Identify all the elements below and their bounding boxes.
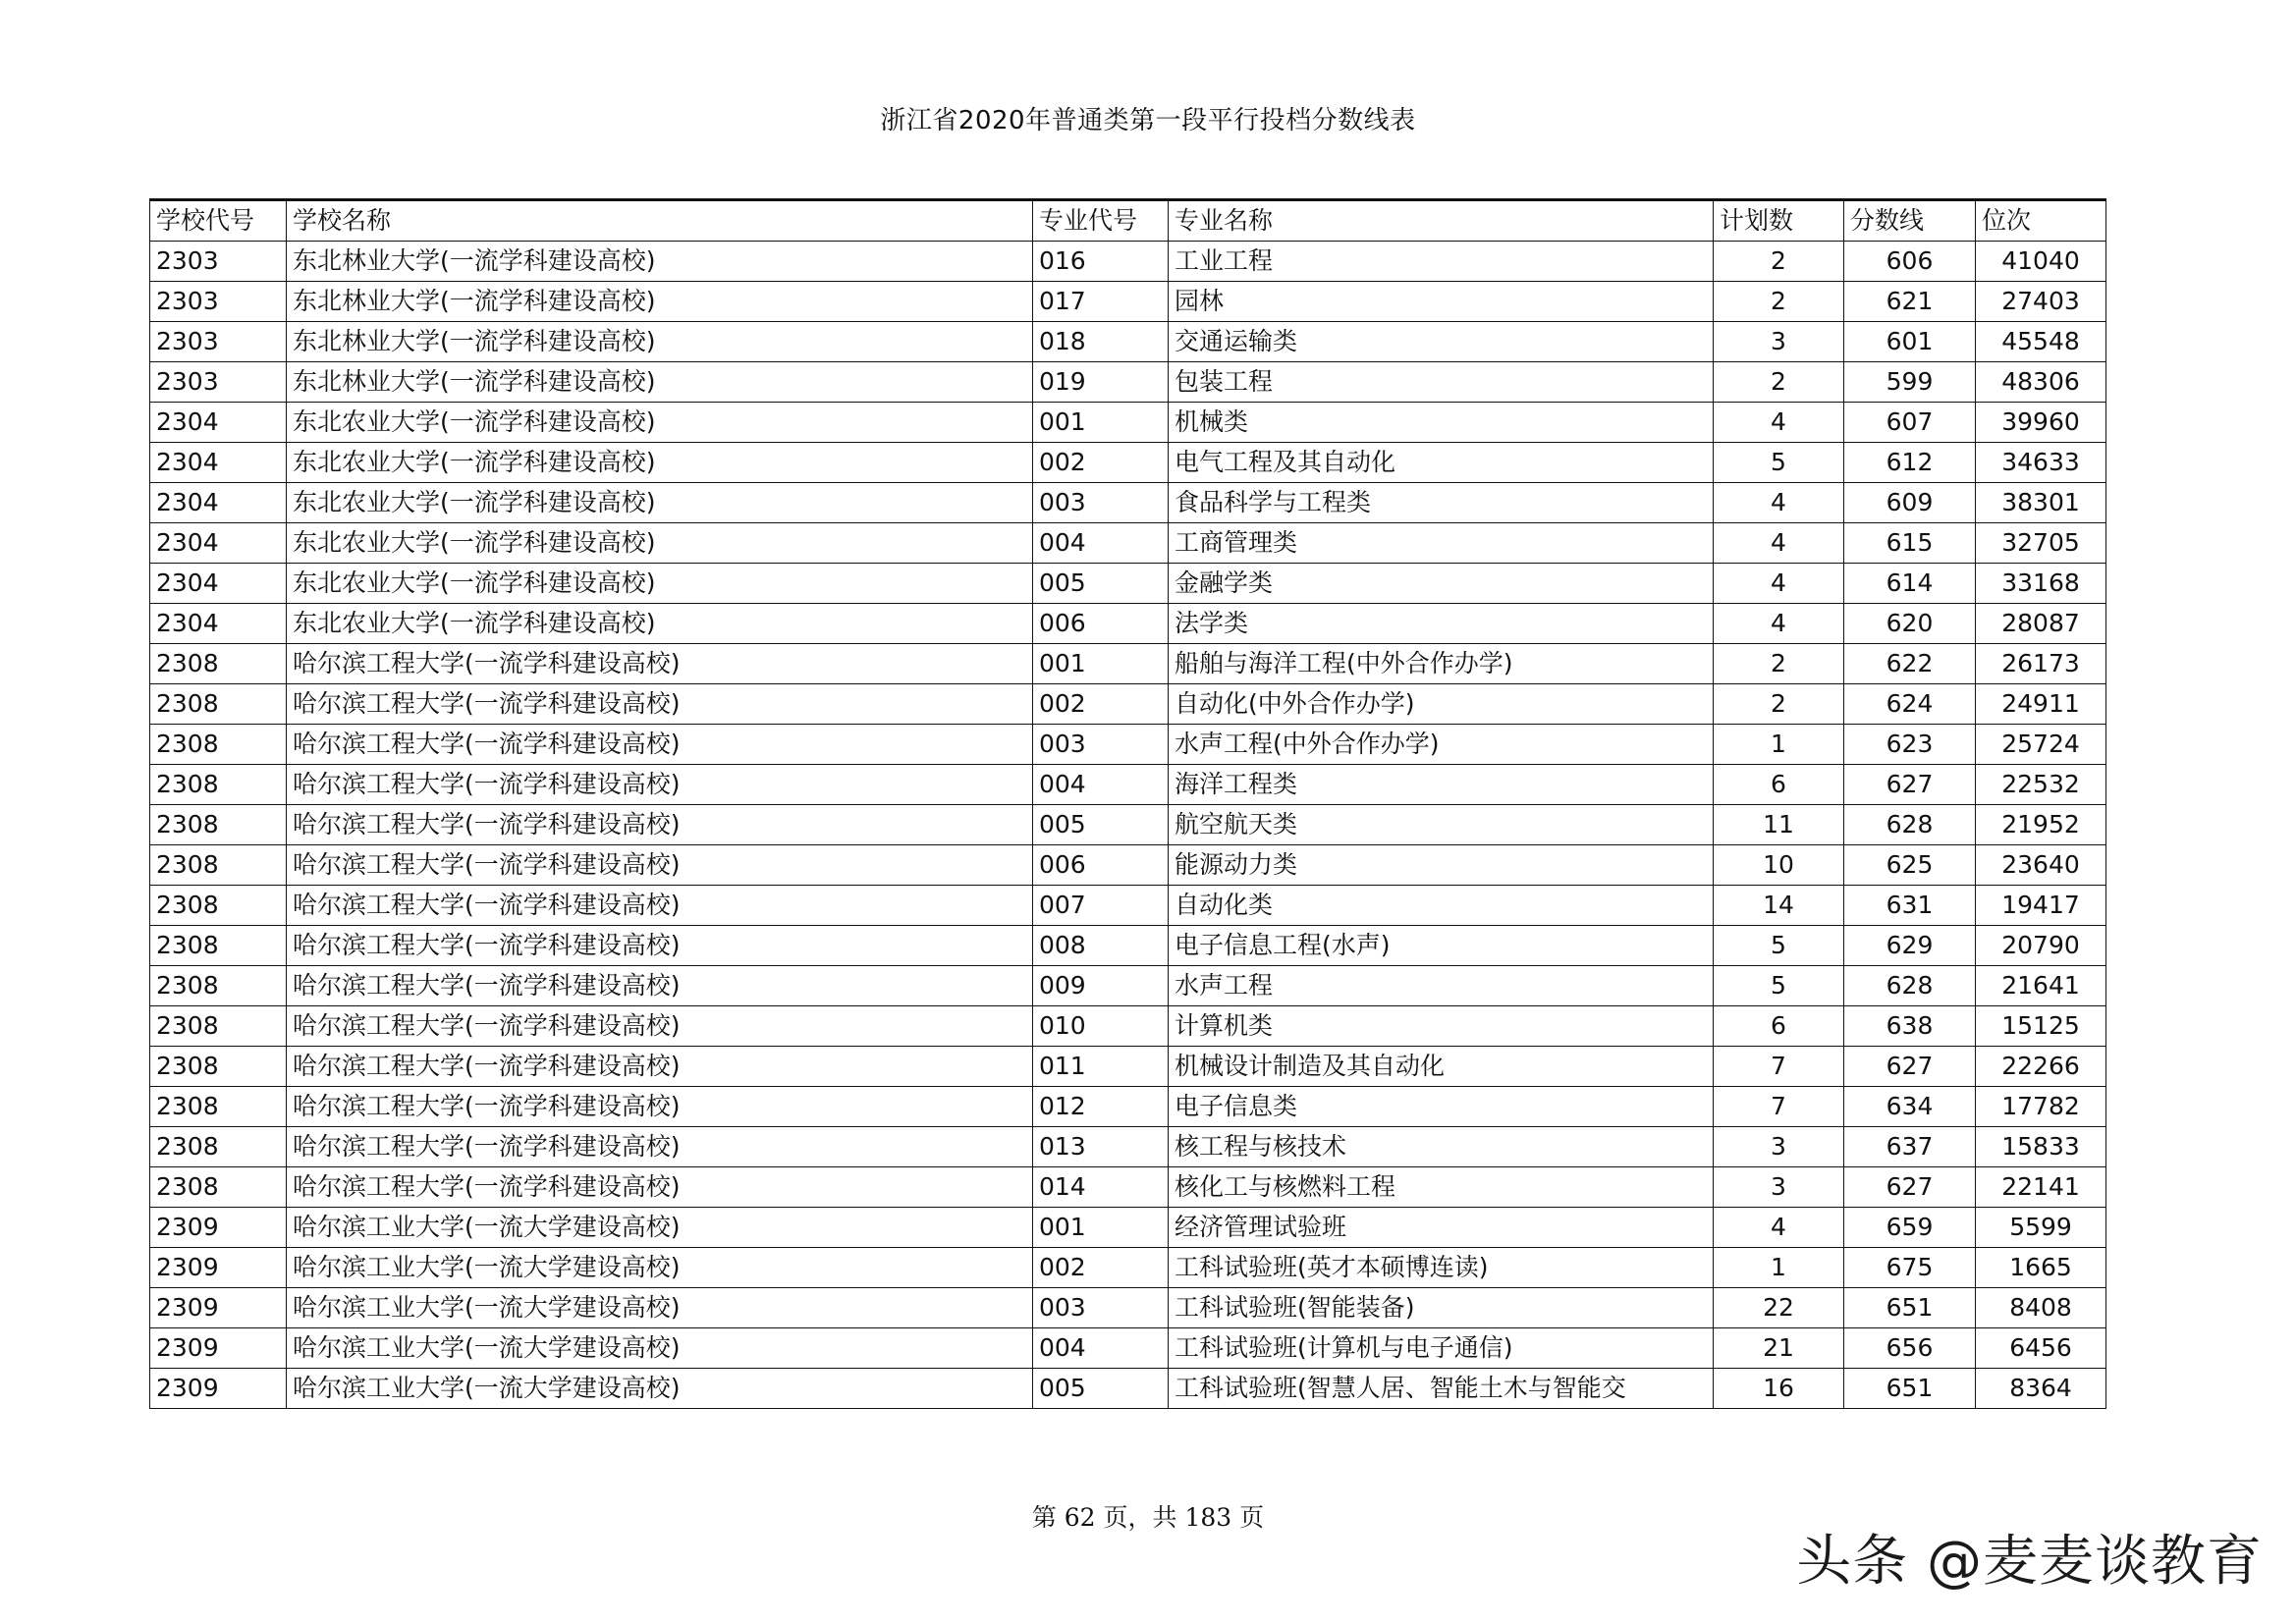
cell-school-name: 哈尔滨工程大学(一流学科建设高校) xyxy=(287,725,1033,765)
cell-plan-count: 4 xyxy=(1714,604,1844,644)
cell-major-name: 电气工程及其自动化 xyxy=(1169,443,1714,483)
cell-plan-count: 3 xyxy=(1714,1127,1844,1167)
table-row xyxy=(150,765,2106,805)
cell-school-name: 东北林业大学(一流学科建设高校) xyxy=(287,362,1033,403)
cell-score-line: 638 xyxy=(1844,1006,1976,1047)
cell-school-code: 2308 xyxy=(150,845,287,886)
cell-major-name: 金融学类 xyxy=(1169,564,1714,604)
cell-school-name: 哈尔滨工程大学(一流学科建设高校) xyxy=(287,1127,1033,1167)
cell-plan-count: 1 xyxy=(1714,725,1844,765)
cell-rank: 19417 xyxy=(1976,886,2106,926)
header-plan-count: 计划数 xyxy=(1714,200,1844,242)
cell-major-name: 工业工程 xyxy=(1169,242,1714,282)
cell-major-name: 航空航天类 xyxy=(1169,805,1714,845)
cell-school-name: 哈尔滨工业大学(一流大学建设高校) xyxy=(287,1328,1033,1369)
cell-plan-count: 2 xyxy=(1714,684,1844,725)
cell-score-line: 621 xyxy=(1844,282,1976,322)
cell-major-name: 包装工程 xyxy=(1169,362,1714,403)
cell-school-code: 2309 xyxy=(150,1369,287,1409)
cell-school-code: 2309 xyxy=(150,1248,287,1288)
cell-school-code: 2304 xyxy=(150,564,287,604)
cell-school-code: 2308 xyxy=(150,1127,287,1167)
cell-major-code: 005 xyxy=(1033,564,1169,604)
table-row xyxy=(150,1208,2106,1248)
table-row xyxy=(150,322,2106,362)
cell-score-line: 675 xyxy=(1844,1248,1976,1288)
cell-major-code: 006 xyxy=(1033,604,1169,644)
cell-school-name: 哈尔滨工程大学(一流学科建设高校) xyxy=(287,1006,1033,1047)
cell-score-line: 624 xyxy=(1844,684,1976,725)
cell-major-code: 011 xyxy=(1033,1047,1169,1087)
cell-school-name: 哈尔滨工业大学(一流大学建设高校) xyxy=(287,1248,1033,1288)
cell-score-line: 607 xyxy=(1844,403,1976,443)
cell-major-name: 水声工程(中外合作办学) xyxy=(1169,725,1714,765)
cell-plan-count: 3 xyxy=(1714,1167,1844,1208)
table-row xyxy=(150,1127,2106,1167)
cell-plan-count: 4 xyxy=(1714,403,1844,443)
cell-rank: 8408 xyxy=(1976,1288,2106,1328)
cell-plan-count: 4 xyxy=(1714,523,1844,564)
cell-school-name: 东北农业大学(一流学科建设高校) xyxy=(287,564,1033,604)
cell-major-name: 交通运输类 xyxy=(1169,322,1714,362)
table-row xyxy=(150,604,2106,644)
cell-plan-count: 10 xyxy=(1714,845,1844,886)
cell-school-name: 哈尔滨工程大学(一流学科建设高校) xyxy=(287,926,1033,966)
cell-school-code: 2308 xyxy=(150,966,287,1006)
cell-score-line: 656 xyxy=(1844,1328,1976,1369)
cell-score-line: 609 xyxy=(1844,483,1976,523)
cell-school-name: 哈尔滨工程大学(一流学科建设高校) xyxy=(287,1047,1033,1087)
cell-major-name: 工科试验班(英才本硕博连读) xyxy=(1169,1248,1714,1288)
cell-major-code: 004 xyxy=(1033,1328,1169,1369)
cell-score-line: 629 xyxy=(1844,926,1976,966)
cell-school-code: 2308 xyxy=(150,1167,287,1208)
cell-major-code: 002 xyxy=(1033,443,1169,483)
cell-rank: 24911 xyxy=(1976,684,2106,725)
cell-plan-count: 1 xyxy=(1714,1248,1844,1288)
cell-rank: 22266 xyxy=(1976,1047,2106,1087)
cell-score-line: 628 xyxy=(1844,805,1976,845)
cell-plan-count: 2 xyxy=(1714,242,1844,282)
watermark: 头条 @麦麦谈教育 xyxy=(1796,1530,2263,1594)
cell-score-line: 612 xyxy=(1844,443,1976,483)
cell-score-line: 614 xyxy=(1844,564,1976,604)
cell-school-name: 东北农业大学(一流学科建设高校) xyxy=(287,403,1033,443)
cell-school-code: 2308 xyxy=(150,644,287,684)
cell-plan-count: 6 xyxy=(1714,1006,1844,1047)
table-row xyxy=(150,644,2106,684)
cell-school-name: 东北林业大学(一流学科建设高校) xyxy=(287,242,1033,282)
cell-score-line: 601 xyxy=(1844,322,1976,362)
cell-plan-count: 21 xyxy=(1714,1328,1844,1369)
cell-school-code: 2308 xyxy=(150,765,287,805)
cell-school-code: 2309 xyxy=(150,1328,287,1369)
cell-score-line: 651 xyxy=(1844,1369,1976,1409)
cell-school-name: 哈尔滨工程大学(一流学科建设高校) xyxy=(287,966,1033,1006)
cell-school-code: 2309 xyxy=(150,1208,287,1248)
table-row xyxy=(150,845,2106,886)
cell-plan-count: 5 xyxy=(1714,926,1844,966)
table-row xyxy=(150,1167,2106,1208)
cell-school-code: 2308 xyxy=(150,805,287,845)
cell-rank: 48306 xyxy=(1976,362,2106,403)
cell-score-line: 631 xyxy=(1844,886,1976,926)
cell-plan-count: 7 xyxy=(1714,1087,1844,1127)
cell-school-code: 2304 xyxy=(150,403,287,443)
table-row xyxy=(150,805,2106,845)
table-row xyxy=(150,362,2106,403)
cell-rank: 5599 xyxy=(1976,1208,2106,1248)
cell-plan-count: 3 xyxy=(1714,322,1844,362)
cell-plan-count: 5 xyxy=(1714,966,1844,1006)
cell-major-name: 海洋工程类 xyxy=(1169,765,1714,805)
cell-rank: 39960 xyxy=(1976,403,2106,443)
cell-major-code: 003 xyxy=(1033,725,1169,765)
table-row xyxy=(150,926,2106,966)
table-row xyxy=(150,403,2106,443)
cell-score-line: 628 xyxy=(1844,966,1976,1006)
cell-major-name: 船舶与海洋工程(中外合作办学) xyxy=(1169,644,1714,684)
cell-score-line: 634 xyxy=(1844,1087,1976,1127)
table-row xyxy=(150,1006,2106,1047)
cell-school-name: 东北林业大学(一流学科建设高校) xyxy=(287,282,1033,322)
cell-major-name: 计算机类 xyxy=(1169,1006,1714,1047)
cell-major-code: 001 xyxy=(1033,1208,1169,1248)
cell-major-name: 水声工程 xyxy=(1169,966,1714,1006)
cell-school-name: 哈尔滨工程大学(一流学科建设高校) xyxy=(287,644,1033,684)
cell-major-name: 电子信息工程(水声) xyxy=(1169,926,1714,966)
cell-major-code: 001 xyxy=(1033,403,1169,443)
cell-major-code: 005 xyxy=(1033,805,1169,845)
cell-school-code: 2308 xyxy=(150,1006,287,1047)
cell-school-name: 哈尔滨工业大学(一流大学建设高校) xyxy=(287,1208,1033,1248)
table-row xyxy=(150,1369,2106,1409)
cell-major-code: 002 xyxy=(1033,1248,1169,1288)
cell-rank: 1665 xyxy=(1976,1248,2106,1288)
cell-rank: 21641 xyxy=(1976,966,2106,1006)
cell-school-name: 哈尔滨工业大学(一流大学建设高校) xyxy=(287,1369,1033,1409)
table-row xyxy=(150,1047,2106,1087)
table-row xyxy=(150,1288,2106,1328)
cell-school-code: 2308 xyxy=(150,725,287,765)
cell-score-line: 622 xyxy=(1844,644,1976,684)
cell-major-name: 自动化(中外合作办学) xyxy=(1169,684,1714,725)
cell-score-line: 625 xyxy=(1844,845,1976,886)
cell-school-name: 东北农业大学(一流学科建设高校) xyxy=(287,443,1033,483)
cell-score-line: 606 xyxy=(1844,242,1976,282)
cell-major-name: 园林 xyxy=(1169,282,1714,322)
header-rank: 位次 xyxy=(1976,200,2106,242)
cell-major-code: 003 xyxy=(1033,1288,1169,1328)
cell-rank: 21952 xyxy=(1976,805,2106,845)
cell-rank: 45548 xyxy=(1976,322,2106,362)
cell-rank: 8364 xyxy=(1976,1369,2106,1409)
cell-major-code: 002 xyxy=(1033,684,1169,725)
table-row xyxy=(150,1328,2106,1369)
header-score-line: 分数线 xyxy=(1844,200,1976,242)
cell-plan-count: 2 xyxy=(1714,362,1844,403)
cell-rank: 33168 xyxy=(1976,564,2106,604)
cell-school-code: 2308 xyxy=(150,1047,287,1087)
table-row xyxy=(150,966,2106,1006)
cell-rank: 17782 xyxy=(1976,1087,2106,1127)
cell-major-code: 018 xyxy=(1033,322,1169,362)
cell-plan-count: 2 xyxy=(1714,644,1844,684)
cell-rank: 38301 xyxy=(1976,483,2106,523)
cell-major-name: 法学类 xyxy=(1169,604,1714,644)
cell-school-code: 2308 xyxy=(150,926,287,966)
header-major-code: 专业代号 xyxy=(1033,200,1169,242)
cell-rank: 25724 xyxy=(1976,725,2106,765)
cell-major-name: 食品科学与工程类 xyxy=(1169,483,1714,523)
cell-score-line: 637 xyxy=(1844,1127,1976,1167)
cell-major-name: 工商管理类 xyxy=(1169,523,1714,564)
cell-rank: 28087 xyxy=(1976,604,2106,644)
cell-school-name: 东北农业大学(一流学科建设高校) xyxy=(287,523,1033,564)
cell-major-code: 013 xyxy=(1033,1127,1169,1167)
cell-major-name: 自动化类 xyxy=(1169,886,1714,926)
cell-major-code: 009 xyxy=(1033,966,1169,1006)
table-row xyxy=(150,483,2106,523)
cell-school-code: 2303 xyxy=(150,362,287,403)
cell-school-code: 2304 xyxy=(150,443,287,483)
cell-plan-count: 4 xyxy=(1714,1208,1844,1248)
table-row xyxy=(150,886,2106,926)
cell-major-code: 019 xyxy=(1033,362,1169,403)
table-row xyxy=(150,523,2106,564)
cell-rank: 27403 xyxy=(1976,282,2106,322)
header-school-code: 学校代号 xyxy=(150,200,287,242)
cell-score-line: 623 xyxy=(1844,725,1976,765)
cell-major-name: 工科试验班(计算机与电子通信) xyxy=(1169,1328,1714,1369)
table-row xyxy=(150,684,2106,725)
cell-major-code: 005 xyxy=(1033,1369,1169,1409)
cell-major-code: 003 xyxy=(1033,483,1169,523)
cell-school-code: 2308 xyxy=(150,1087,287,1127)
cell-rank: 41040 xyxy=(1976,242,2106,282)
cell-score-line: 659 xyxy=(1844,1208,1976,1248)
cell-rank: 6456 xyxy=(1976,1328,2106,1369)
cell-major-code: 016 xyxy=(1033,242,1169,282)
cell-school-name: 哈尔滨工程大学(一流学科建设高校) xyxy=(287,1167,1033,1208)
cell-plan-count: 14 xyxy=(1714,886,1844,926)
cell-school-name: 哈尔滨工业大学(一流大学建设高校) xyxy=(287,1288,1033,1328)
cell-major-name: 能源动力类 xyxy=(1169,845,1714,886)
cell-major-code: 006 xyxy=(1033,845,1169,886)
cell-major-name: 经济管理试验班 xyxy=(1169,1208,1714,1248)
cell-school-name: 哈尔滨工程大学(一流学科建设高校) xyxy=(287,886,1033,926)
cell-school-name: 哈尔滨工程大学(一流学科建设高校) xyxy=(287,845,1033,886)
cell-rank: 20790 xyxy=(1976,926,2106,966)
cell-rank: 23640 xyxy=(1976,845,2106,886)
cell-major-code: 007 xyxy=(1033,886,1169,926)
cell-rank: 32705 xyxy=(1976,523,2106,564)
cell-school-name: 东北农业大学(一流学科建设高校) xyxy=(287,604,1033,644)
cell-score-line: 651 xyxy=(1844,1288,1976,1328)
cell-school-name: 东北农业大学(一流学科建设高校) xyxy=(287,483,1033,523)
table-header-row xyxy=(150,200,2106,242)
cell-plan-count: 7 xyxy=(1714,1047,1844,1087)
cell-score-line: 620 xyxy=(1844,604,1976,644)
cell-score-line: 599 xyxy=(1844,362,1976,403)
header-major-name: 专业名称 xyxy=(1169,200,1714,242)
table-row xyxy=(150,725,2106,765)
cell-major-code: 004 xyxy=(1033,523,1169,564)
cell-major-code: 014 xyxy=(1033,1167,1169,1208)
cell-school-name: 哈尔滨工程大学(一流学科建设高校) xyxy=(287,805,1033,845)
cell-plan-count: 11 xyxy=(1714,805,1844,845)
cell-rank: 22532 xyxy=(1976,765,2106,805)
header-school-name: 学校名称 xyxy=(287,200,1033,242)
cell-plan-count: 4 xyxy=(1714,564,1844,604)
table-row xyxy=(150,242,2106,282)
cell-school-name: 哈尔滨工程大学(一流学科建设高校) xyxy=(287,1087,1033,1127)
cell-major-code: 008 xyxy=(1033,926,1169,966)
page-number: 第 62 页，共 183 页 xyxy=(1031,1503,1265,1532)
table-row xyxy=(150,443,2106,483)
table-body xyxy=(150,242,2106,1409)
cell-major-name: 机械设计制造及其自动化 xyxy=(1169,1047,1714,1087)
cell-school-code: 2304 xyxy=(150,523,287,564)
cell-major-name: 电子信息类 xyxy=(1169,1087,1714,1127)
cell-school-code: 2303 xyxy=(150,322,287,362)
cell-school-code: 2303 xyxy=(150,242,287,282)
cell-score-line: 627 xyxy=(1844,1047,1976,1087)
cell-plan-count: 4 xyxy=(1714,483,1844,523)
cell-major-code: 001 xyxy=(1033,644,1169,684)
cell-major-name: 工科试验班(智能装备) xyxy=(1169,1288,1714,1328)
cell-school-code: 2309 xyxy=(150,1288,287,1328)
cell-plan-count: 22 xyxy=(1714,1288,1844,1328)
cell-school-name: 哈尔滨工程大学(一流学科建设高校) xyxy=(287,684,1033,725)
cell-score-line: 627 xyxy=(1844,1167,1976,1208)
cell-plan-count: 16 xyxy=(1714,1369,1844,1409)
cell-rank: 15833 xyxy=(1976,1127,2106,1167)
score-table xyxy=(149,198,2106,1409)
cell-plan-count: 6 xyxy=(1714,765,1844,805)
cell-score-line: 615 xyxy=(1844,523,1976,564)
cell-rank: 15125 xyxy=(1976,1006,2106,1047)
table-row xyxy=(150,1087,2106,1127)
cell-major-name: 机械类 xyxy=(1169,403,1714,443)
table-row xyxy=(150,1248,2106,1288)
cell-school-name: 东北林业大学(一流学科建设高校) xyxy=(287,322,1033,362)
cell-major-code: 012 xyxy=(1033,1087,1169,1127)
cell-rank: 34633 xyxy=(1976,443,2106,483)
cell-rank: 26173 xyxy=(1976,644,2106,684)
cell-major-code: 010 xyxy=(1033,1006,1169,1047)
cell-school-code: 2304 xyxy=(150,604,287,644)
cell-plan-count: 2 xyxy=(1714,282,1844,322)
cell-school-code: 2304 xyxy=(150,483,287,523)
cell-school-code: 2308 xyxy=(150,886,287,926)
document-title: 浙江省2020年普通类第一段平行投档分数线表 xyxy=(880,106,1416,135)
cell-school-code: 2308 xyxy=(150,684,287,725)
cell-major-code: 004 xyxy=(1033,765,1169,805)
cell-rank: 22141 xyxy=(1976,1167,2106,1208)
cell-major-name: 工科试验班(智慧人居、智能土木与智能交 xyxy=(1169,1369,1714,1409)
cell-score-line: 627 xyxy=(1844,765,1976,805)
cell-major-code: 017 xyxy=(1033,282,1169,322)
table-row xyxy=(150,564,2106,604)
cell-major-name: 核工程与核技术 xyxy=(1169,1127,1714,1167)
table-row xyxy=(150,282,2106,322)
cell-plan-count: 5 xyxy=(1714,443,1844,483)
cell-school-name: 哈尔滨工程大学(一流学科建设高校) xyxy=(287,765,1033,805)
cell-major-name: 核化工与核燃料工程 xyxy=(1169,1167,1714,1208)
cell-school-code: 2303 xyxy=(150,282,287,322)
